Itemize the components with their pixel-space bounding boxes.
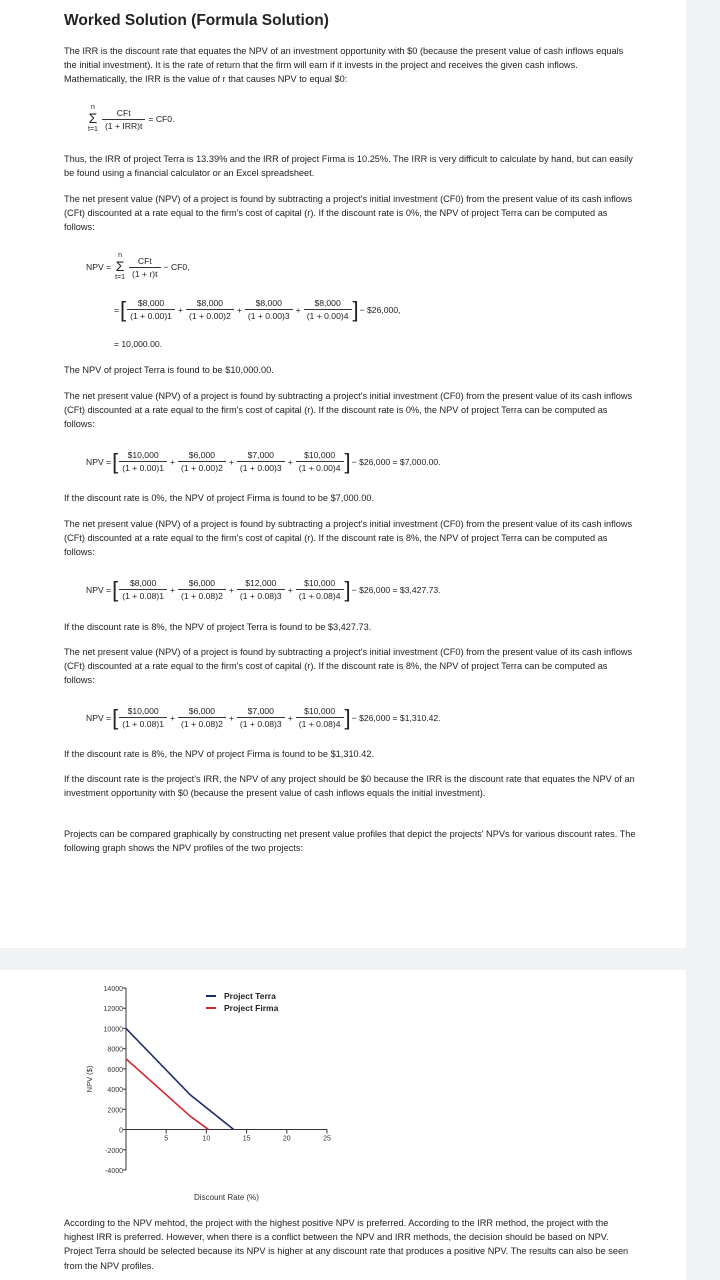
x-tick-label: 10 xyxy=(202,1135,211,1143)
paragraph-npv-terra-0: The net present value (NPV) of a project is found by subtracting a project's initial investment (CF0) from the present value of its cash inflows (CFt) discounted at a rate equal to the firm's cost of capital (r). If the discount rate is 0%, the NPV of project Terra can be computed as follows: xyxy=(64,194,633,233)
paragraph-terra-8-npv: If the discount rate is 8%, the NPV of project Terra is found to be $3,427.73. xyxy=(64,622,372,632)
paragraph-irr-definition: The IRR is the discount rate that equates the NPV of an investment opportunity with $0 (because the present value of cash inflows equals the initial investment). It is the rate of return that the firm will earn if it invests in the project and receives the given cash inflows. Mathematically, the IRR is the value of r that causes NPV to equal $0: xyxy=(64,46,624,85)
paragraph-terra-0-npv: The NPV of project Terra is found to be $10,000.00. xyxy=(64,365,274,375)
series-line-project-firma xyxy=(126,1059,208,1130)
paragraph-firma-8-npv: If the discount rate is 8%, the NPV of project Firma is found to be $1,310.42. xyxy=(64,749,374,759)
paragraph-npv-firma-0: The net present value (NPV) of a project is found by subtracting a project's initial investment (CF0) from the present value of its cash inflows (CFt) discounted at a rate equal to the firm's cost of capital (r). If the discount rate is 0%, the NPV of project Terra can be computed as follows: xyxy=(64,391,633,430)
right-gutter xyxy=(686,0,720,1280)
y-tick-label: -4000 xyxy=(105,1168,123,1175)
x-axis-label: Discount Rate (%) xyxy=(194,1193,259,1202)
y-tick-label: 2000 xyxy=(107,1107,123,1115)
npv-general-formula: NPV = n Σ t=1 $\frac{\text{CFt}}{(1 + r)t}$ − CF0, xyxy=(86,252,190,281)
legend-label: Project Terra xyxy=(224,991,276,1001)
sum-symbol: n Σ t=1 xyxy=(88,104,98,133)
npv-terra-0-result: = 10,000.00. xyxy=(114,339,163,349)
paragraph-irr-npv-zero: If the discount rate is the project's IRR, the NPV of any project should be $0 because the IRR is the discount rate that equates the NPV of an investment opportunity with $0 (because the present value of cash inflows equals the initial investment). xyxy=(64,774,635,799)
section-divider xyxy=(0,948,686,970)
npv-terra-8-formula: NPV = [ $\frac{\$8,000}{(1 + 0.08)1}$ + $\frac{\$6,000}{(1 + 0.08)2}$ + $\frac{\$12,000}{(1 + 0.08)3}$ + $\frac{\$10,000}{(1 + 0.08)4}$ ] − $26,000 = $3,427.73. xyxy=(86,576,441,602)
series-line-project-terra xyxy=(126,1028,234,1129)
y-tick-label: 0 xyxy=(119,1127,123,1135)
y-axis-label: NPV ($) xyxy=(85,1065,94,1093)
y-tick-label: 14000 xyxy=(103,986,123,993)
x-tick-label: 5 xyxy=(164,1135,169,1143)
paragraph-npv-firma-8: The net present value (NPV) of a project is found by subtracting a project's initial investment (CF0) from the present value of its cash inflows (CFt) discounted at a rate equal to the firm's cost of capital (r). If the discount rate is 8%, the NPV of project Terra can be computed as follows: xyxy=(64,647,633,686)
npv-chart-svg xyxy=(0,970,686,1210)
paragraph-irr-results: Thus, the IRR of project Terra is 13.39% and the IRR of project Firma is 10.25%. The IRR is very difficult to calculate by hand, but can easily be found using a financial calculator or an Excel spreadsheet. xyxy=(64,154,633,179)
y-tick-label: -2000 xyxy=(105,1147,123,1155)
y-tick-label: 10000 xyxy=(103,1026,123,1034)
paragraph-npv-terra-8: The net present value (NPV) of a project is found by subtracting a project's initial investment (CF0) from the present value of its cash inflows (CFt) discounted at a rate equal to the firm's cost of capital (r). If the discount rate is 8%, the NPV of project Terra can be computed as follows: xyxy=(64,519,633,558)
legend-label: Project Firma xyxy=(224,1003,279,1013)
npv-firma-0-formula: NPV = [ $\frac{\$10,000}{(1 + 0.00)1}$ + $\frac{\$6,000}{(1 + 0.00)2}$ + $\frac{\$7,000}{(1 + 0.00)3}$ + $\frac{\$10,000}{(1 + 0.00)4}$ ] − $26,000 = $7,000.00. xyxy=(86,448,441,474)
y-tick-label: 4000 xyxy=(107,1087,123,1095)
npv-firma-8-formula: NPV = [ $\frac{\$10,000}{(1 + 0.08)1}$ + $\frac{\$6,000}{(1 + 0.08)2}$ + $\frac{\$7,000}{(1 + 0.08)3}$ + $\frac{\$10,000}{(1 + 0.08)4}$ ] − $26,000 = $1,310.42. xyxy=(86,704,441,730)
y-tick-label: 8000 xyxy=(107,1046,123,1054)
paragraph-npv-profiles: Projects can be compared graphically by constructing net present value profiles that depict the projects' NPVs for various discount rates. The following graph shows the NPV profiles of the two projects: xyxy=(64,829,636,854)
irr-formula: n Σ t=1 $\frac{\text{CFt}}{\text{(1 + IRR)t}}$ = CF0. xyxy=(88,104,175,133)
x-tick-label: 25 xyxy=(323,1135,331,1143)
paragraph-firma-0-npv: If the discount rate is 0%, the NPV of project Firma is found to be $7,000.00. xyxy=(64,493,374,503)
y-tick-label: 12000 xyxy=(103,1006,123,1014)
page-title: Worked Solution (Formula Solution) xyxy=(64,12,329,29)
x-tick-label: 20 xyxy=(282,1135,291,1143)
npv-terra-0-formula: = [ $\frac{\$8,000}{(1 + 0.00)1}$ + $\frac{\$8,000}{(1 + 0.00)2}$ + $\frac{\$8,000}{(1 + 0.00)3}$ + $\frac{\$8,000}{(1 + 0.00)4}$ ] − $26,000, xyxy=(114,296,401,322)
y-tick-label: 6000 xyxy=(107,1066,123,1074)
npv-profile-chart xyxy=(0,970,686,1210)
x-tick-label: 15 xyxy=(242,1135,251,1143)
paragraph-conclusion: According to the NPV mehtod, the project with the highest positive NPV is preferred. According to the IRR method, the project with the highest IRR is preferred. However, when there is a conflict between the NPV and IRR methods, the decision should be based on NPV. Project Terra should be selected because its NPV is higher at any discount rate that produces a positive NPV. The results can also be seen from the NPV profiles. xyxy=(64,1218,629,1271)
